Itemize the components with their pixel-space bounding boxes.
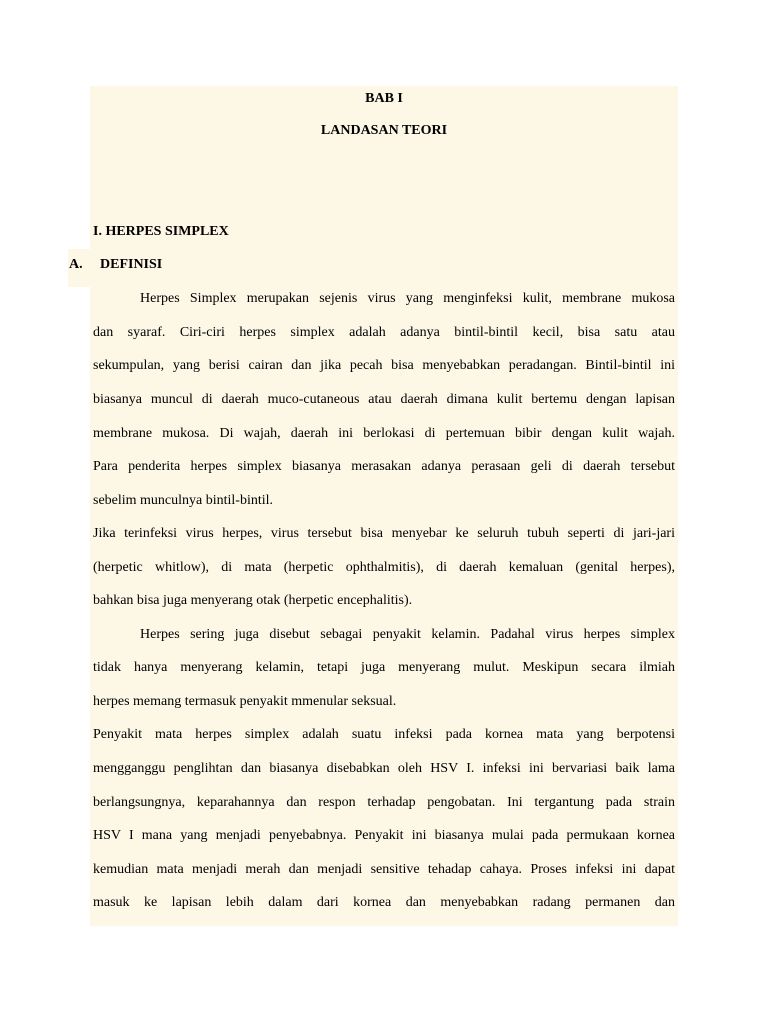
body-line: herpes memang termasuk penyakit mmenular seksual.	[93, 694, 397, 709]
subsection-title: DEFINISI	[100, 257, 163, 272]
body-line: dan syaraf. Ciri-ciri herpes simplex adalah adanya bintil-bintil kecil, bisa satu atau	[93, 325, 675, 340]
body-line: Penyakit mata herpes simplex adalah suatu infeksi pada kornea mata yang berpotensi	[93, 727, 675, 742]
body-line: Jika terinfeksi virus herpes, virus tersebut bisa menyebar ke seluruh tubuh seperti di jari-jari	[93, 526, 675, 541]
body-line: membrane mukosa. Di wajah, daerah ini berlokasi di pertemuan bibir dengan kulit wajah.	[93, 426, 675, 441]
body-line: sebelim munculnya bintil-bintil.	[93, 493, 274, 508]
body-line: mengganggu penglihtan dan biasanya disebabkan oleh HSV I. infeksi ini bervariasi baik lama	[93, 761, 675, 776]
body-line: bahkan bisa juga menyerang otak (herpetic encephalitis).	[93, 593, 413, 608]
body-line: Herpes sering juga disebut sebagai penyakit kelamin. Padahal virus herpes simplex	[140, 627, 675, 642]
body-line: masuk ke lapisan lebih dalam dari kornea dan menyebabkan radang permanen dan	[93, 895, 675, 910]
body-line: Herpes Simplex merupakan sejenis virus yang menginfeksi kulit, membrane mukosa	[140, 291, 675, 306]
body-line: biasanya muncul di daerah muco-cutaneous atau daerah dimana kulit bertemu dengan lapisan	[93, 392, 675, 407]
body-line: sekumpulan, yang berisi cairan dan jika pecah bisa menyebabkan peradangan. Bintil-bintil ini	[93, 358, 675, 373]
body-line: berlangsungnya, keparahannya dan respon terhadap pengobatan. Ini tergantung pada strain	[93, 795, 675, 810]
chapter-title: LANDASAN TEORI	[320, 123, 448, 138]
body-line: tidak hanya menyerang kelamin, tetapi juga menyerang mulut. Meskipun secara ilmiah	[93, 660, 675, 675]
body-line: kemudian mata menjadi merah dan menjadi sensitive tehadap cahaya. Proses infeksi ini dapat	[93, 862, 675, 877]
chapter-heading: BAB I	[365, 91, 403, 106]
subsection-marker: A.	[69, 257, 83, 272]
body-line: Para penderita herpes simplex biasanya merasakan adanya perasaan geli di daerah tersebut	[93, 459, 675, 474]
body-line: (herpetic whitlow), di mata (herpetic ophthalmitis), di daerah kemaluan (genital herpes),	[93, 560, 675, 575]
section-title: I. HERPES SIMPLEX	[93, 224, 229, 239]
body-line: HSV I mana yang menjadi penyebabnya. Penyakit ini biasanya mulai pada permukaan kornea	[93, 828, 675, 843]
